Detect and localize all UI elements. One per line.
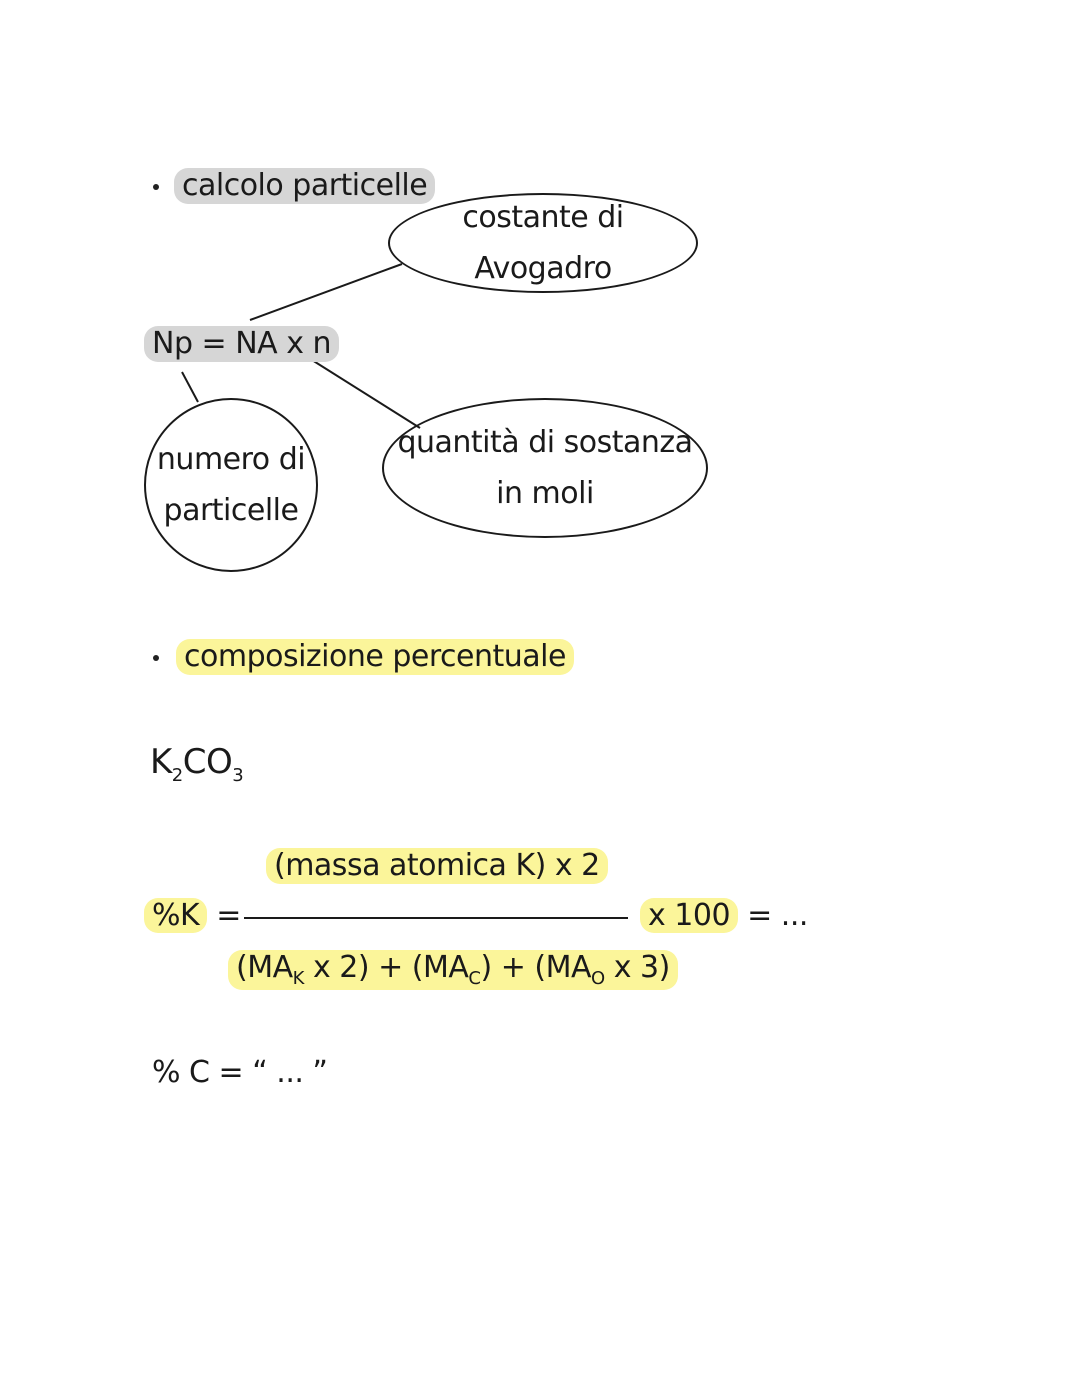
percent-k-label: %K — [144, 898, 207, 933]
den-sub-k: K — [292, 968, 304, 989]
compound-formula — [150, 742, 243, 786]
formula-np: Np = NA x n — [144, 326, 339, 362]
quantita-line1: quantità di sostanza — [397, 425, 693, 460]
den-part-3: ) + (MA — [480, 950, 591, 985]
subscript-o: 3 — [232, 764, 244, 786]
element-k: K — [150, 742, 172, 782]
bubble-numero-particelle — [144, 398, 318, 572]
element-co: CO — [182, 742, 233, 782]
numerator: (massa atomica K) x 2 — [266, 848, 608, 884]
equals-sign: = — [216, 898, 241, 933]
percent-k-lhs — [144, 898, 241, 934]
subscript-k: 2 — [171, 764, 183, 786]
percent-c-line: % C = “ ... ” — [152, 1055, 328, 1090]
times-100: x 100 — [640, 898, 738, 933]
result: = ... — [747, 898, 808, 933]
den-part-2: x 2) + (MA — [303, 950, 469, 985]
bullet-point — [153, 655, 159, 661]
bubble-avogadro — [388, 193, 698, 293]
denominator — [228, 950, 678, 990]
den-part-1: (MA — [236, 950, 293, 985]
avogadro-label: costante di Avogadro — [462, 200, 624, 286]
quantita-line2: in moli — [496, 476, 594, 511]
bubble-quantita-sostanza — [382, 398, 708, 538]
numero-line2: particelle — [163, 493, 299, 528]
numero-line1: numero di — [156, 442, 306, 477]
line-to-avogadro — [250, 264, 402, 320]
section-title-calcolo: calcolo particelle — [174, 168, 435, 204]
section-title-composizione: composizione percentuale — [176, 639, 574, 675]
multiplier — [640, 898, 808, 934]
den-sub-o: O — [590, 968, 605, 989]
den-part-4: x 3) — [604, 950, 670, 985]
den-sub-c: C — [468, 968, 481, 989]
bullet-point — [153, 184, 159, 190]
line-to-numero — [182, 372, 198, 402]
